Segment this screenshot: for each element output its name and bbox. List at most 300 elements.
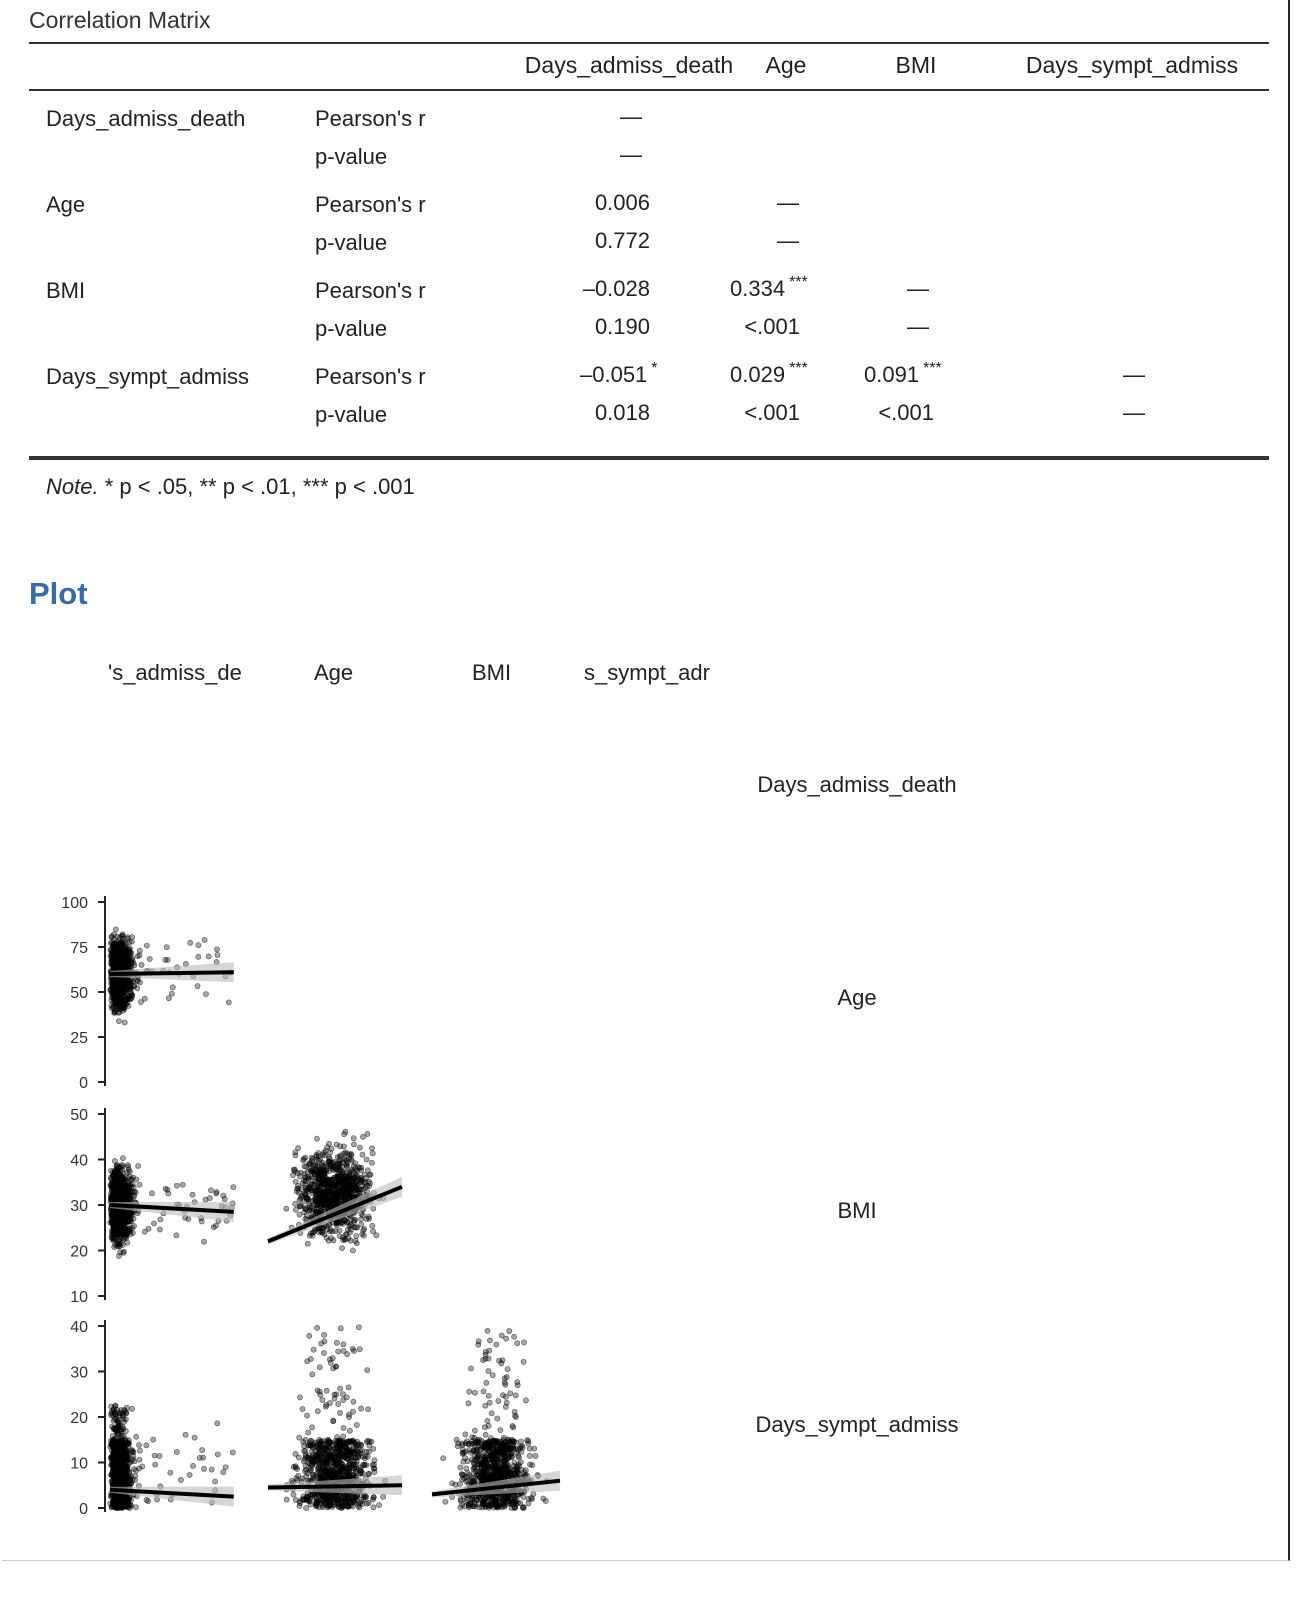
row-variable-label: Days_sympt_admiss	[46, 364, 249, 389]
scatter-point	[120, 1156, 125, 1161]
scatter-point	[381, 1494, 386, 1499]
scatter-matrix	[2, 640, 722, 1560]
scatter-point	[212, 1479, 217, 1484]
scatter-point	[342, 1473, 347, 1478]
y-tick-label: 40	[70, 1152, 88, 1170]
scatter-point	[365, 1368, 370, 1373]
scatter-point	[137, 1448, 142, 1453]
scatter-point	[513, 1393, 518, 1398]
scatter-point	[215, 952, 220, 957]
scatter-point	[303, 1467, 308, 1472]
scatter-point	[323, 1193, 328, 1198]
scatter-point	[330, 1449, 335, 1454]
scatter-point	[327, 1197, 332, 1202]
scatter-point	[331, 1418, 336, 1423]
scatter-point	[122, 1020, 127, 1025]
scatter-point	[334, 1142, 339, 1147]
scatter-point	[369, 1146, 374, 1151]
scatter-point	[118, 1168, 123, 1173]
scatter-point	[325, 1505, 330, 1510]
scatter-point	[526, 1501, 531, 1506]
scatter-point	[116, 1019, 121, 1024]
scatter-point	[335, 1499, 340, 1504]
scatter-point	[312, 1182, 317, 1187]
cell-number: 0.006	[594, 190, 650, 215]
scatter-point	[351, 1136, 356, 1141]
row-variable-label: Days_admiss_death	[46, 106, 246, 131]
note-label: Note.	[46, 474, 99, 499]
scatter-point	[334, 1340, 339, 1345]
scatter-point	[111, 932, 116, 937]
cell-number: 0.091	[864, 362, 920, 387]
scatter-point	[332, 1396, 337, 1401]
scatter-point	[109, 1454, 114, 1459]
scatter-point	[111, 1212, 116, 1217]
cell-value	[540, 190, 650, 216]
scatter-point	[341, 1434, 346, 1439]
scatter-point	[144, 1497, 149, 1502]
scatter-point	[223, 1465, 228, 1470]
scatter-point	[129, 1210, 134, 1215]
scatter-point	[130, 1457, 135, 1462]
scatter-point	[310, 1454, 315, 1459]
scatter-point	[507, 1328, 512, 1333]
scatter-point	[297, 1198, 302, 1203]
cell-value	[730, 362, 880, 388]
scatter-point	[298, 1501, 303, 1506]
scatter-point	[304, 1195, 309, 1200]
scatter-point	[192, 1435, 197, 1440]
scatter-point	[317, 1365, 322, 1370]
scatter-point	[195, 984, 200, 989]
scatter-point	[121, 1443, 126, 1448]
row-variable-label: Age	[46, 192, 86, 217]
scatter-point	[351, 1218, 356, 1223]
scatter-point	[351, 1399, 356, 1404]
y-tick-label: 0	[79, 1075, 88, 1092]
scatter-point	[170, 985, 175, 990]
significance-stars: *	[651, 360, 658, 377]
scatter-point	[112, 1244, 117, 1249]
scatter-point	[128, 1216, 133, 1221]
scatter-point	[472, 1428, 477, 1433]
column-header: Age	[765, 52, 807, 78]
scatter-point	[344, 1449, 349, 1454]
scatter-point	[494, 1342, 499, 1347]
scatter-point	[166, 996, 171, 1001]
scatter-point	[133, 1505, 138, 1510]
scatter-point	[370, 1223, 375, 1228]
scatter-point	[327, 1400, 332, 1405]
scatter-point	[310, 1156, 315, 1161]
scatter-point	[305, 1170, 310, 1175]
y-tick-label: 20	[70, 1243, 88, 1261]
scatter-point	[120, 1242, 125, 1247]
scatter-point	[340, 1160, 345, 1165]
scatter-point	[315, 1409, 320, 1414]
scatter-point	[293, 1207, 298, 1212]
scatter-point	[318, 1228, 323, 1233]
scatter-point	[121, 1426, 126, 1431]
scatter-point	[320, 1160, 325, 1165]
scatter-point	[341, 1132, 346, 1137]
scatter-point	[365, 1407, 370, 1412]
scatter-point	[126, 1441, 131, 1446]
scatter-point	[486, 1369, 491, 1374]
scatter-point	[115, 953, 120, 958]
scatter-point	[214, 947, 219, 952]
scatter-point	[335, 1454, 340, 1459]
scatter-point	[324, 1388, 329, 1393]
stat-label-r: Pearson's r	[315, 364, 426, 389]
scatter-point	[354, 1234, 359, 1239]
cell-value	[540, 276, 650, 302]
table-rule-bottom	[29, 456, 1269, 460]
scatter-point	[118, 999, 123, 1004]
scatter-point	[208, 1188, 213, 1193]
scatter-point	[344, 1164, 349, 1169]
y-tick-label: 30	[70, 1364, 88, 1382]
scatter-point	[149, 1191, 154, 1196]
scatter-point	[116, 1194, 121, 1199]
scatter-point	[351, 1348, 356, 1353]
scatter-point	[341, 1144, 346, 1149]
scatter-point	[110, 1227, 115, 1232]
scatter-point	[299, 1203, 304, 1208]
scatter-point	[295, 1466, 300, 1471]
scatter-point	[307, 1333, 312, 1338]
scatter-point	[359, 1211, 364, 1216]
scatter-point	[313, 1473, 318, 1478]
scatter-point	[370, 1462, 375, 1467]
cell-number: <.001	[744, 314, 800, 339]
scatter-point	[311, 1197, 316, 1202]
cell-number: –0.051	[580, 362, 648, 387]
scatter-point	[341, 1348, 346, 1353]
scatter-point	[222, 1196, 227, 1201]
scatter-point	[302, 1164, 307, 1169]
scatter-point	[367, 1443, 372, 1448]
scatter-point	[116, 965, 121, 970]
scatter-point	[157, 1227, 162, 1232]
scatter-point	[116, 1469, 121, 1474]
scatter-point	[140, 1464, 145, 1469]
scatter-point	[165, 1187, 170, 1192]
scatter-point	[136, 1163, 141, 1168]
scatter-point	[112, 946, 117, 951]
scatter-point	[153, 1462, 158, 1467]
scatter-point	[341, 1398, 346, 1403]
scatter-point	[341, 1494, 346, 1499]
cell-value	[824, 400, 934, 426]
scatter-point	[523, 1398, 528, 1403]
scatter-point	[364, 1216, 369, 1221]
scatter-point	[211, 1225, 216, 1230]
table-title: Correlation Matrix	[29, 7, 211, 33]
scatter-point	[202, 937, 207, 942]
scatter-point	[114, 1496, 119, 1501]
scatter-point	[209, 1467, 214, 1472]
scatter-point	[354, 1422, 359, 1427]
scatter-point	[124, 957, 129, 962]
cell-number: 0.190	[594, 314, 650, 339]
scatter-point	[174, 1183, 179, 1188]
scatter-point	[347, 1428, 352, 1433]
scatter-point	[301, 1459, 306, 1464]
y-tick-label: 75	[70, 940, 88, 957]
scatter-point	[231, 1185, 236, 1190]
scatter-point	[361, 1228, 366, 1233]
cell-number: <.001	[878, 400, 934, 425]
y-tick-label: 50	[70, 985, 88, 1002]
scatter-point	[158, 1217, 163, 1222]
scatter-point	[206, 954, 211, 959]
scatter-point	[303, 1186, 308, 1191]
scatter-points	[284, 1129, 386, 1253]
scatter-point	[334, 1460, 339, 1465]
scatter-point	[364, 1501, 369, 1506]
scatter-point	[371, 1505, 376, 1510]
scatter-point	[349, 1438, 354, 1443]
scatter-point	[320, 1167, 325, 1172]
scatter-point	[466, 1401, 471, 1406]
y-tick-label: 0	[79, 1501, 88, 1518]
cell-value	[540, 228, 650, 254]
scatter-point	[214, 1189, 219, 1194]
scatter-point	[350, 1409, 355, 1414]
scatter-point	[341, 1342, 346, 1347]
scatter-point	[370, 1151, 375, 1156]
scatter-point	[308, 1205, 313, 1210]
scatter-point	[221, 1469, 226, 1474]
cell-dash: —	[620, 104, 642, 129]
cell-dash: —	[777, 190, 799, 215]
scatter-point	[180, 1182, 185, 1187]
scatter-point	[356, 1325, 361, 1330]
scatter-point	[168, 1470, 173, 1475]
scatter-point	[119, 933, 124, 938]
scatter-point	[203, 992, 208, 997]
scatter-point	[291, 1492, 296, 1497]
scatter-point	[183, 1432, 188, 1437]
scatter-point	[339, 1178, 344, 1183]
scatter-point	[297, 1435, 302, 1440]
scatter-point	[332, 1472, 337, 1477]
plot-column-label: Age	[314, 660, 354, 685]
scatter-point	[324, 1447, 329, 1452]
scatter-point	[309, 1187, 314, 1192]
scatter-point	[331, 1164, 336, 1169]
scatter-point	[196, 954, 201, 959]
y-tick-label: 10	[70, 1455, 88, 1473]
scatter-point	[342, 1454, 347, 1459]
scatter-point	[144, 943, 149, 948]
scatter-point	[485, 1328, 490, 1333]
scatter-point	[333, 1228, 338, 1233]
scatter-point	[369, 1160, 374, 1165]
scatter-point	[303, 1505, 308, 1510]
scatter-point	[127, 1169, 132, 1174]
scatter-point	[127, 1174, 132, 1179]
scatter-point	[326, 1202, 331, 1207]
scatter-point	[157, 1453, 162, 1458]
scatter-point	[337, 1200, 342, 1205]
scatter-point	[331, 1366, 336, 1371]
stat-label-r: Pearson's r	[315, 278, 426, 303]
scatter-point	[346, 1385, 351, 1390]
scatter-point	[441, 1456, 446, 1461]
scatter-point	[347, 1445, 352, 1450]
scatter-point	[309, 1425, 314, 1430]
scatter-point	[113, 1477, 118, 1482]
scatter-point	[125, 935, 130, 940]
scatter-point	[356, 1177, 361, 1182]
scatter-point	[306, 1430, 311, 1435]
scatter-point	[199, 1219, 204, 1224]
scatter-point	[117, 1413, 122, 1418]
scatter-point	[338, 1386, 343, 1391]
scatter-point	[350, 1248, 355, 1253]
cell-number: –0.028	[582, 276, 650, 301]
scatter-point	[115, 1173, 120, 1178]
scatter-point	[133, 1473, 138, 1478]
plot-column-label: s_sympt_adr	[584, 660, 710, 685]
scatter-point	[364, 1449, 369, 1454]
scatter-point	[120, 941, 125, 946]
scatter-point	[293, 1150, 298, 1155]
y-tick-label: 100	[61, 895, 88, 912]
y-tick-label: 10	[70, 1289, 88, 1306]
scatter-point	[151, 1437, 156, 1442]
scatter-point	[368, 1172, 373, 1177]
scatter-point	[357, 1145, 362, 1150]
plot-row-label: BMI	[837, 1198, 877, 1223]
scatter-point	[137, 1457, 142, 1462]
cell-number: 0.018	[594, 400, 650, 425]
scatter-point	[359, 1222, 364, 1227]
scatter-point	[326, 1437, 331, 1442]
scatter-point	[123, 1411, 128, 1416]
scatter-point	[355, 1168, 360, 1173]
scatter-point	[318, 1197, 323, 1202]
cell-dash: —	[1123, 400, 1145, 425]
cell-value	[580, 362, 730, 388]
scatter-point	[316, 1452, 321, 1457]
table-rule-mid	[29, 89, 1269, 91]
scatter-point	[336, 1190, 341, 1195]
column-header: Days_admiss_death	[524, 52, 734, 78]
scatter-point	[152, 1453, 157, 1458]
scatter-point	[125, 985, 130, 990]
plot-row-label: Days_sympt_admiss	[755, 1412, 959, 1437]
scatter-point	[297, 1212, 302, 1217]
scatter-point	[174, 1233, 179, 1238]
cell-dash: —	[907, 276, 929, 301]
scatter-point	[136, 1442, 141, 1447]
scatter-point	[305, 1241, 310, 1246]
scatter-point	[339, 1246, 344, 1251]
scatter-point	[315, 1325, 320, 1330]
scatter-point	[132, 1193, 137, 1198]
scatter-point	[308, 1438, 313, 1443]
scatter-point	[144, 1443, 149, 1448]
scatter-point	[123, 1231, 128, 1236]
scatter-point	[301, 1158, 306, 1163]
table-note	[46, 474, 415, 500]
scatter-point	[164, 944, 169, 949]
scatter-point	[353, 1495, 358, 1500]
scatter-point	[119, 947, 124, 952]
scatter-point	[342, 1218, 347, 1223]
scatter-point	[353, 1238, 358, 1243]
scatter-point	[320, 1397, 325, 1402]
scatter-point	[308, 1443, 313, 1448]
scatter-point	[202, 1466, 207, 1471]
scatter-point	[165, 957, 170, 962]
scatter-point	[334, 1223, 339, 1228]
scatter-point	[316, 1150, 321, 1155]
scatter-point	[467, 1389, 472, 1394]
scatter-point	[116, 1433, 121, 1438]
cell-value	[864, 362, 1014, 388]
scatter-point	[310, 1372, 315, 1377]
scatter-point	[226, 1000, 231, 1005]
scatter-point	[132, 963, 137, 968]
scatter-point	[215, 1452, 220, 1457]
scatter-point	[293, 1451, 298, 1456]
scatter-point	[342, 1237, 347, 1242]
cell-number: 0.029	[730, 362, 786, 387]
scatter-point	[349, 1193, 354, 1198]
scatter-point	[117, 1504, 122, 1509]
cell-dash: —	[1123, 362, 1145, 387]
cell-dash: —	[620, 142, 642, 167]
scatter-point	[117, 993, 122, 998]
scatter-point	[138, 999, 143, 1004]
scatter-point	[364, 1183, 369, 1188]
scatter-point	[348, 1183, 353, 1188]
scatter-point	[515, 1380, 520, 1385]
scatter-point	[310, 1233, 315, 1238]
scatter-point	[125, 1465, 130, 1470]
scatter-point	[121, 1497, 126, 1502]
scatter-point	[308, 1161, 313, 1166]
scatter-point	[305, 1359, 310, 1364]
scatter-point	[215, 1421, 220, 1426]
scatter-point	[325, 1464, 330, 1469]
scatter-point	[129, 1406, 134, 1411]
plot-column-label: BMI	[472, 660, 512, 685]
scatter-point	[114, 1217, 119, 1222]
scatter-point	[349, 1449, 354, 1454]
scatter-point	[364, 1462, 369, 1467]
scatter-point	[129, 993, 134, 998]
scatter-point	[330, 1497, 335, 1502]
scatter-point	[311, 1347, 316, 1352]
scatter-point	[336, 1401, 341, 1406]
scatter-point	[346, 1156, 351, 1161]
scatter-point	[201, 1239, 206, 1244]
scatter-point	[293, 1201, 298, 1206]
scatter-point	[111, 1407, 116, 1412]
scatter-point	[187, 1472, 192, 1477]
scatter-point	[443, 1499, 448, 1504]
scatter-point	[134, 1434, 139, 1439]
scatter-point	[137, 948, 142, 953]
cell-number: 0.772	[594, 228, 650, 253]
scatter-point	[371, 1495, 376, 1500]
scatter-point	[345, 1227, 350, 1232]
